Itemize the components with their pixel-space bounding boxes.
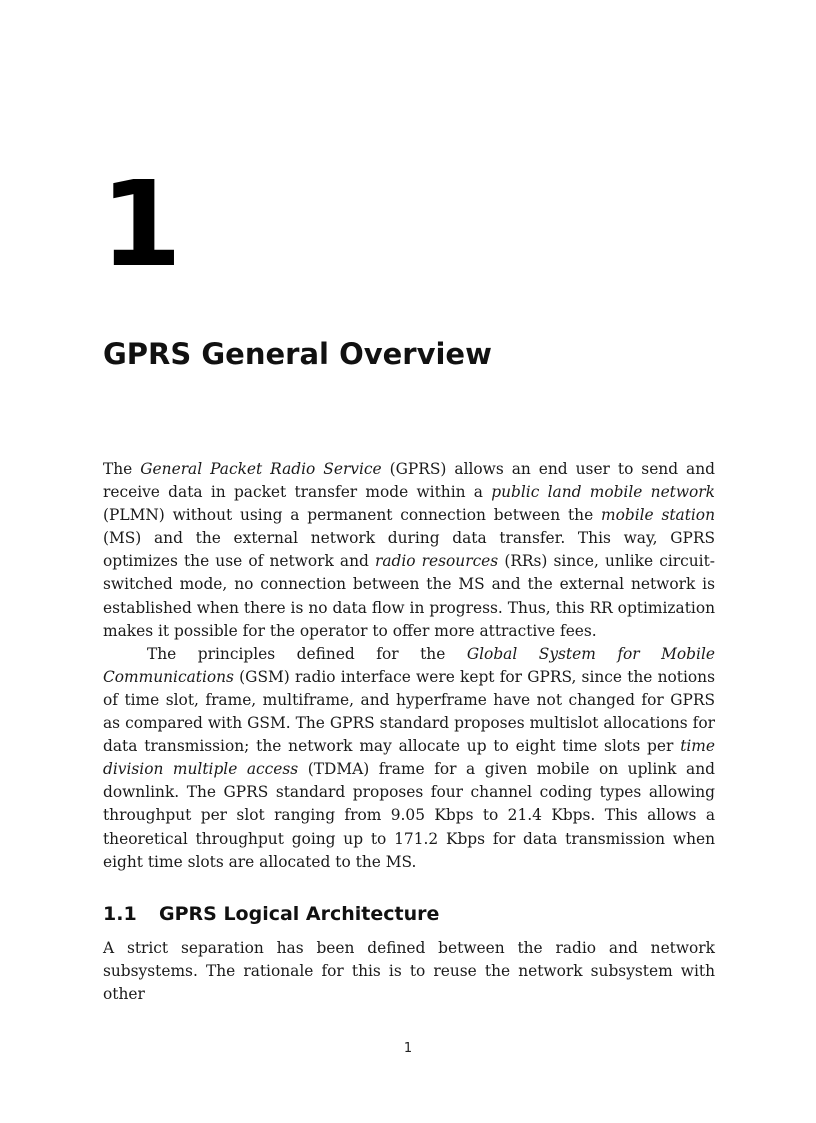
chapter-number: 1: [100, 155, 181, 293]
italic-term: mobile station: [600, 506, 715, 525]
intro-paragraph-1: The General Packet Radio Service (GPRS) allows an end user to send and receive data in packet transfer mode within a public land mobile network (PLMN) without using a permanent connection between the mobile station (MS) and the external network during data transfer. This way, GPRS optimizes the use of network and radio resources (RRs) since, unlike circuit-switched mode, no connection between the MS and the external network is established when there is no data flow in progress. Thus, this RR optimization makes it possible for the operator to offer more attractive fees.: [103, 460, 715, 640]
italic-term: time division multiple access: [103, 737, 715, 779]
section-text: [103, 937, 715, 1006]
italic-term: Global System for Mobile Communications: [103, 644, 715, 686]
chapter-title: GPRS General Overview: [103, 337, 492, 371]
section-title: GPRS Logical Architecture: [159, 903, 440, 925]
italic-term: radio resources: [374, 552, 499, 571]
section-number: 1.1: [103, 903, 137, 925]
section-paragraph-1: A strict separation has been defined between the radio and network subsystems. The rationale for this is to reuse the network subsystem with other: [103, 939, 715, 1004]
section-heading: [103, 905, 439, 924]
italic-term: public land mobile network: [491, 483, 715, 502]
intro-text: [103, 458, 715, 874]
intro-paragraph-2: The principles defined for the Global System for Mobile Communications (GSM) radio interface were kept for GPRS, since the notions of time slot, frame, multiframe, and hyperframe have not changed for GPRS as compared with GSM. The GPRS standard proposes multislot allocations for data transmission; the network may allocate up to eight time slots per time division multiple access (TDMA) frame for a given mobile on uplink and downlink. The GPRS standard proposes four channel coding types allowing throughput per slot ranging from 9.05 Kbps to 21.4 Kbps. This allows a theoretical throughput going up to 171.2 Kbps for data transmission when eight time slots are allocated to the MS.: [103, 644, 715, 871]
page-number: 1: [403, 1041, 413, 1056]
italic-term: General Packet Radio Service: [140, 460, 382, 478]
